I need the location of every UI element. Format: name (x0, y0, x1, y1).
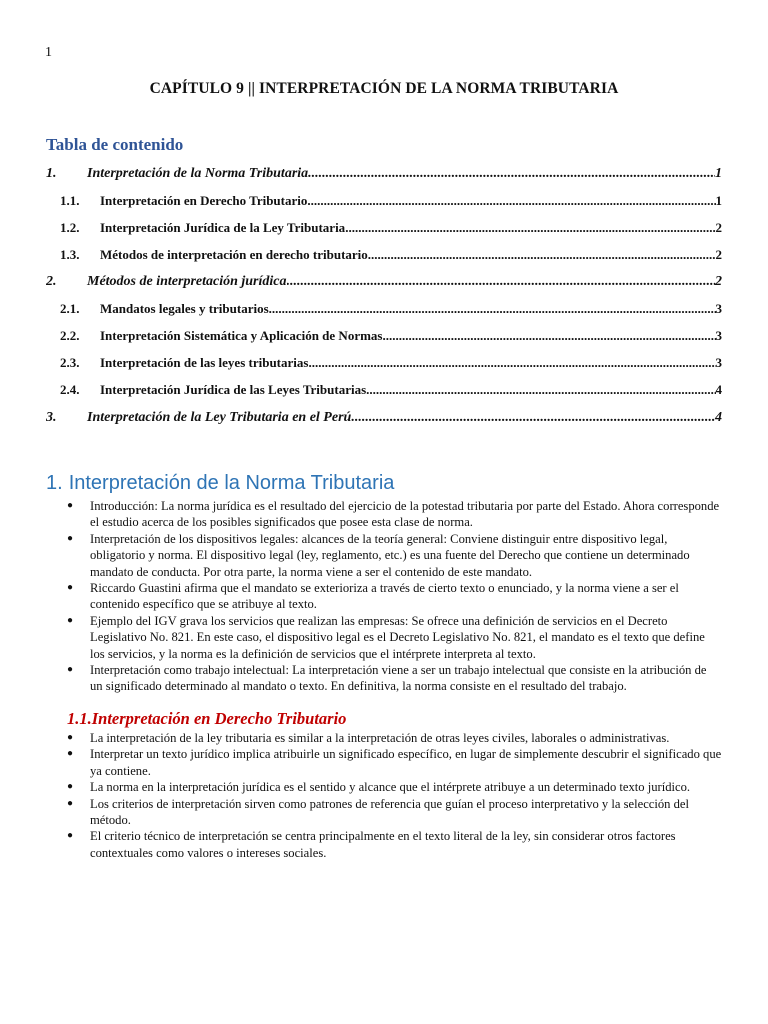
bullet-icon: ● (67, 582, 74, 594)
list-item-text: Interpretación de los dispositivos legales: alcances de la teoría general: Conviene distinguir entre dispositivo legal, obligatorio y norma. El dispositivo legal (ley, reglamento, etc.) es una fuente del Derecho que contiene un determinado mandato de conducta. Por otra parte, la norma viene a ser el contenido de este mandato. (90, 531, 690, 579)
toc-entry-page: 2 (715, 247, 722, 262)
toc-entry-page: 2 (715, 220, 722, 235)
bullet-icon: ● (67, 748, 74, 760)
toc-entry-number: 2. (46, 274, 57, 289)
toc-entry[interactable] (46, 166, 722, 182)
toc-leader-dots (345, 220, 715, 236)
list-item-text: La interpretación de la ley tributaria es similar a la interpretación de otras leyes civiles, laborales o administrativas. (90, 731, 670, 745)
toc-entry-number: 2.1. (60, 301, 80, 316)
toc-entry[interactable] (46, 193, 722, 209)
toc-entry-number: 1.2. (60, 220, 80, 235)
toc-entry-number: 1.1. (60, 193, 80, 208)
section-heading (46, 472, 394, 495)
list-item-text: El criterio técnico de interpretación se centra principalmente en el texto literal de la ley, sin considerar otros factores contextuales como valores o intereses sociales. (90, 829, 676, 860)
toc-entry-text: Interpretación en Derecho Tributario (100, 193, 308, 208)
toc-entry-text: Interpretación Jurídica de la Ley Tributaria (100, 220, 346, 235)
toc-entry-page: 1 (715, 166, 722, 181)
toc-entry-page: 4 (715, 410, 722, 425)
list-item-text: Introducción: La norma jurídica es el resultado del ejercicio de la potestad tributaria por parte del Estado. Ahora corresponde el estudio acerca de los posibles significados que posee esta clase de norma. (90, 499, 720, 530)
bullet-icon: ● (67, 781, 74, 793)
toc-entry-page: 3 (715, 355, 722, 370)
list-item (67, 828, 722, 861)
bullet-icon: ● (67, 797, 74, 809)
list-item (67, 730, 722, 746)
toc-entry-number: 3. (46, 410, 57, 425)
toc-leader-dots (269, 301, 716, 317)
list-item-text: Riccardo Guastini afirma que el mandato se exterioriza a través de cierto texto o enunciado, y la norma viene a ser el contenido específico que se atribuye al texto. (90, 581, 679, 612)
toc-entry-number: 2.3. (60, 355, 80, 370)
toc-leader-dots (382, 328, 715, 344)
toc-entry-page: 1 (715, 193, 722, 208)
subsection-number: 1.1. (67, 709, 92, 728)
toc-entry[interactable] (46, 328, 722, 344)
list-item-text: Interpretación como trabajo intelectual: La interpretación viene a ser un trabajo intelectual que consiste en la atribución de un significado determinado al mandato o texto. En definitiva, la norma consiste en el resultado del trabajo. (90, 663, 707, 694)
toc-entry-text: Métodos de interpretación en derecho tributario (100, 247, 368, 262)
subsection-heading (67, 709, 346, 729)
toc-entry-text: Mandatos legales y tributarios (100, 301, 269, 316)
bullet-list (67, 730, 722, 861)
bullet-icon: ● (67, 664, 74, 676)
toc-leader-dots (368, 247, 716, 263)
toc-entry-text: Interpretación Jurídica de las Leyes Tributarias (100, 382, 367, 397)
list-item (67, 662, 722, 695)
page-number: 1 (45, 45, 52, 60)
list-item (67, 613, 722, 662)
bullet-icon: ● (67, 614, 74, 626)
toc-entry-text: Interpretación de las leyes tributarias (100, 355, 309, 370)
bullet-icon: ● (67, 830, 74, 842)
list-item-text: Interpretar un texto jurídico implica atribuirle un significado específico, en lugar de simplemente descubrir el significado que ya contiene. (90, 747, 722, 778)
toc-entry-page: 3 (715, 328, 722, 343)
toc-leader-dots (308, 355, 715, 371)
toc-heading: Tabla de contenido (46, 135, 184, 154)
toc-entry-page: 4 (715, 382, 722, 397)
chapter-title: CAPÍTULO 9 || INTERPRETACIÓN DE LA NORMA TRIBUTARIA (149, 80, 619, 97)
bullet-icon: ● (67, 732, 74, 743)
list-item (67, 746, 722, 779)
toc-entry[interactable] (46, 274, 722, 290)
toc-leader-dots (308, 166, 715, 182)
section-title: Interpretación de la Norma Tributaria (68, 472, 395, 494)
subsection-title: Interpretación en Derecho Tributario (91, 709, 347, 728)
toc-entry[interactable] (46, 247, 722, 263)
toc-entry[interactable] (46, 220, 722, 236)
toc-leader-dots (287, 274, 716, 290)
list-item-text: Ejemplo del IGV grava los servicios que realizan las empresas: Se ofrece una definición de servicios en el Decreto Legislativo No. 821. En este caso, el dispositivo legal es el Decreto Legislativo No. 821, el mandato es el texto que define los servicios, y la norma es la definición de servicios que el intérprete interpreta al texto. (90, 613, 705, 661)
toc-entry[interactable] (46, 410, 722, 426)
toc-entry-text: Interpretación Sistemática y Aplicación de Normas (100, 328, 383, 343)
toc-entry[interactable] (46, 301, 722, 317)
list-item (67, 796, 722, 829)
toc-leader-dots (307, 193, 715, 209)
toc-entry-text: Métodos de interpretación jurídica (87, 274, 287, 289)
bullet-list (67, 498, 722, 695)
toc-leader-dots (366, 382, 715, 398)
toc-entry-number: 2.2. (60, 328, 80, 343)
list-item-text: La norma en la interpretación jurídica es el sentido y alcance que el intérprete atribuye a un determinado texto jurídico. (90, 780, 691, 795)
toc-leader-dots (351, 410, 715, 426)
list-item (67, 498, 722, 531)
list-item (67, 531, 722, 580)
list-item (67, 580, 722, 613)
toc-entry-number: 2.4. (60, 382, 80, 397)
list-item-text: Los criterios de interpretación sirven como patrones de referencia que guían el proceso interpretativo y la selección del método. (90, 796, 690, 828)
bullet-icon: ● (67, 532, 74, 544)
toc-entry-page: 2 (715, 274, 722, 289)
list-item (67, 779, 722, 795)
bullet-icon: ● (67, 500, 74, 511)
toc-entry-text: Interpretación de la Ley Tributaria en el Perú (87, 410, 352, 425)
section-number: 1. (46, 472, 63, 494)
toc-entry-number: 1. (46, 166, 57, 181)
toc-entry[interactable] (46, 382, 722, 398)
toc-entry-page: 3 (715, 301, 722, 316)
toc-entry-text: Interpretación de la Norma Tributaria (87, 166, 309, 181)
toc-entry-number: 1.3. (60, 247, 80, 262)
toc-entry[interactable] (46, 355, 722, 371)
